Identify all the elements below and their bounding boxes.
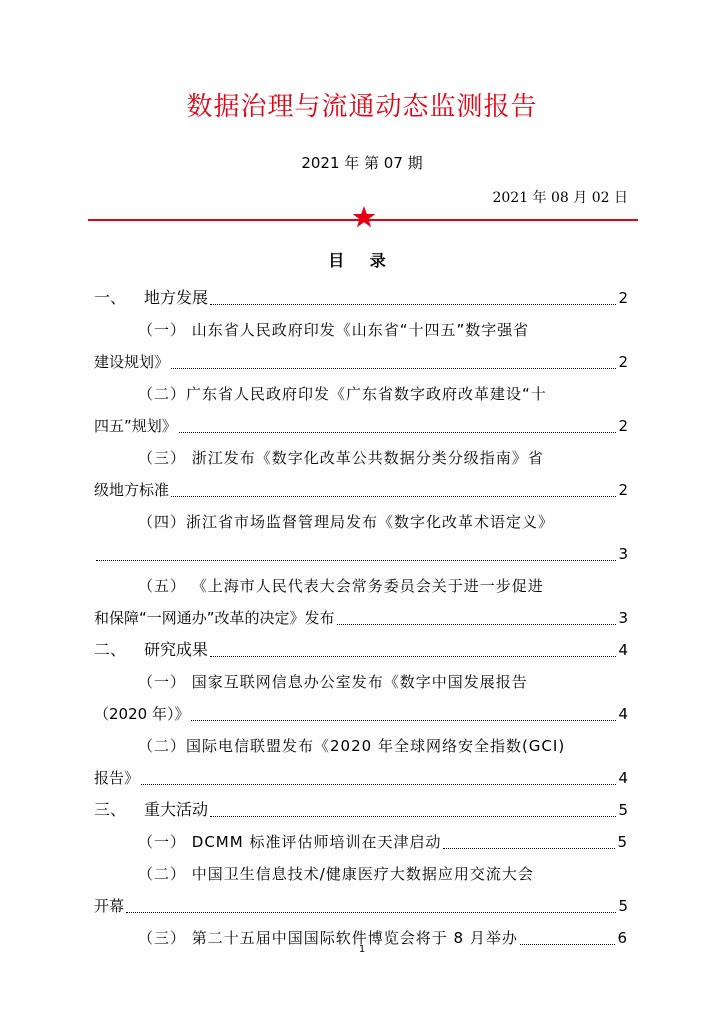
toc-entry-line[interactable] (94, 666, 628, 698)
toc-entry-text: （二）广东省人民政府印发《广东省数字政府改革建设“十 (138, 385, 547, 403)
toc-entry-line[interactable] (94, 698, 628, 730)
toc-entry-line[interactable] (94, 602, 628, 634)
table-of-contents (94, 282, 628, 954)
toc-entry-text: 四五”规划》 (94, 417, 177, 435)
toc-heading: 目 录 (328, 251, 396, 270)
leader-dots (337, 623, 617, 625)
leader-dots (210, 655, 616, 657)
toc-entry-line[interactable] (94, 762, 628, 794)
leader-dots (210, 815, 616, 817)
toc-entry-line[interactable] (94, 410, 628, 442)
toc-entry-line[interactable] (94, 346, 628, 378)
toc-entry-text: （二） 中国卫生信息技术/健康医疗大数据应用交流大会 (138, 865, 534, 883)
leader-dots (171, 495, 616, 497)
page-number: 3 (618, 545, 628, 563)
page-number: 5 (617, 833, 628, 851)
page-number: 2 (618, 481, 628, 499)
leader-dots (191, 719, 616, 721)
toc-entry-line[interactable] (94, 890, 628, 922)
toc-entry-text: （二）国际电信联盟发布《2020 年全球网络安全指数(GCI) (138, 737, 566, 755)
page-number: 2 (618, 353, 628, 371)
toc-entry-line[interactable] (94, 858, 628, 890)
toc-entry-line[interactable] (94, 474, 628, 506)
section-number: 二、 (94, 640, 127, 659)
toc-entry-line[interactable] (94, 826, 628, 858)
toc-entry-text: （一） 国家互联网信息办公室发布《数字中国发展报告 (138, 673, 528, 691)
section-title: 地方发展 (144, 288, 209, 307)
red-star-icon (352, 205, 376, 229)
toc-entry-line[interactable] (94, 378, 628, 410)
toc-entry-text: （一） 山东省人民政府印发《山东省“十四五”数字强省 (138, 321, 530, 339)
page-number: 3 (618, 609, 628, 627)
toc-entry-text: 报告》 (94, 769, 140, 787)
toc-entry-line[interactable] (94, 314, 628, 346)
page-number: 2 (618, 289, 628, 307)
page-number: 4 (618, 641, 628, 659)
leader-dots (126, 911, 616, 913)
toc-entry-line[interactable] (94, 506, 628, 538)
toc-entry-line[interactable] (94, 538, 628, 570)
toc-entry-text: （2020 年）》 (94, 705, 190, 723)
toc-entry-text: 开幕 (94, 897, 125, 915)
toc-section[interactable] (94, 634, 628, 666)
section-title: 重大活动 (144, 800, 209, 819)
toc-section[interactable] (94, 282, 628, 314)
issue-number: 2021 年 第 07 期 (301, 154, 423, 172)
page-number: 4 (618, 769, 628, 787)
report-title: 数据治理与流通动态监测报告 (186, 92, 538, 122)
toc-entry-text: （三） 浙江发布《数字化改革公共数据分类分级指南》省 (138, 449, 544, 467)
page-footer-number: 1 (358, 944, 366, 955)
toc-entry-text: （五） 《上海市人民代表大会常务委员会关于进一步促进 (138, 577, 544, 595)
leader-dots (141, 783, 616, 785)
leader-dots (443, 847, 615, 849)
toc-entry-line[interactable] (94, 442, 628, 474)
page-number: 4 (618, 705, 628, 723)
toc-entry-text: 级地方标准 (94, 481, 170, 499)
section-number: 三、 (94, 800, 127, 819)
page-number: 5 (618, 897, 628, 915)
leader-dots (179, 431, 617, 433)
toc-section[interactable] (94, 794, 628, 826)
leader-dots (171, 367, 616, 369)
toc-entry-text: （四）浙江省市场监督管理局发布《数字化改革术语定义》 (138, 513, 555, 531)
toc-entry-text: （三） 第二十五届中国国际软件博览会将于 8 月举办 (138, 929, 518, 947)
toc-entry-text: 建设规划》 (94, 353, 170, 371)
section-title: 研究成果 (144, 640, 209, 659)
section-number: 一、 (94, 288, 127, 307)
leader-dots (96, 559, 616, 561)
page-number: 6 (617, 929, 628, 947)
toc-entry-line[interactable] (94, 730, 628, 762)
toc-entry-text: 和保障“一网通办”改革的决定》发布 (94, 609, 335, 627)
toc-entry-line[interactable] (94, 570, 628, 602)
toc-entry-text: （一） DCMM 标准评估师培训在天津启动 (138, 833, 442, 851)
leader-dots (210, 303, 616, 305)
page-number: 2 (618, 417, 628, 435)
page-number: 5 (618, 801, 628, 819)
report-date: 2021 年 08 月 02 日 (492, 190, 628, 206)
